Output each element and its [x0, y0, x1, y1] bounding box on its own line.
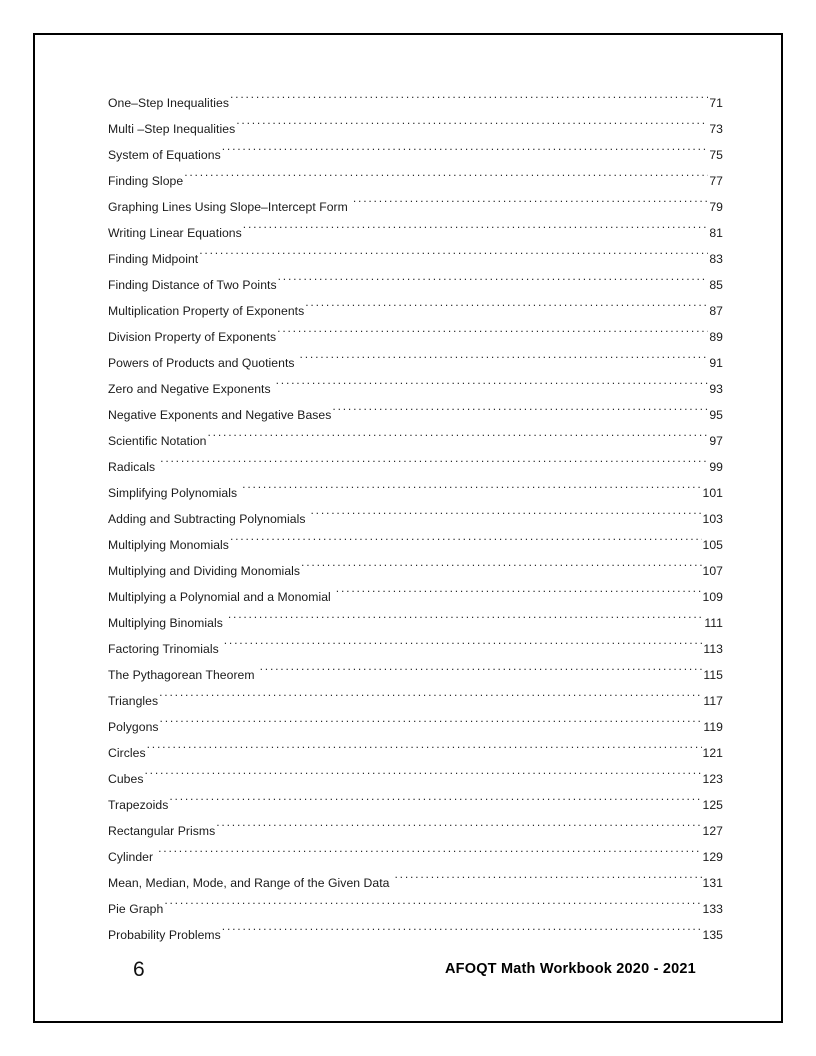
toc-leader-dots	[394, 875, 701, 887]
toc-entry[interactable]	[108, 376, 723, 402]
toc-entry-title: Radicals	[108, 460, 156, 474]
toc-entry[interactable]	[108, 428, 723, 454]
toc-entry-title: Division Property of Exponents	[108, 330, 277, 344]
table-of-contents	[108, 90, 723, 948]
toc-entry-page-number: 73	[709, 122, 723, 136]
toc-entry[interactable]	[108, 740, 723, 766]
toc-leader-dots	[169, 797, 701, 809]
toc-entry-page-number: 119	[703, 720, 723, 734]
toc-entry-page-number: 89	[709, 330, 723, 344]
toc-leader-dots	[243, 225, 709, 237]
toc-leader-dots	[305, 303, 708, 315]
toc-entry[interactable]	[108, 922, 723, 948]
toc-entry[interactable]	[108, 506, 723, 532]
toc-leader-dots	[353, 199, 709, 211]
toc-entry-page-number: 97	[709, 434, 723, 448]
toc-entry-page-number: 115	[703, 668, 723, 682]
toc-leader-dots	[160, 719, 703, 731]
toc-entry-page-number: 127	[702, 824, 723, 838]
toc-leader-dots	[164, 901, 701, 913]
toc-entry-page-number: 103	[702, 512, 723, 526]
toc-entry-page-number: 93	[709, 382, 723, 396]
toc-leader-dots	[301, 563, 701, 575]
toc-entry-page-number: 105	[702, 538, 723, 552]
toc-entry-page-number: 135	[702, 928, 723, 942]
toc-entry-title: Finding Slope	[108, 174, 184, 188]
toc-entry[interactable]	[108, 610, 723, 636]
toc-entry[interactable]	[108, 480, 723, 506]
toc-entry-title: Simplifying Polynomials	[108, 486, 238, 500]
toc-entry-title: Multi –Step Inequalities	[108, 122, 236, 136]
toc-entry[interactable]	[108, 662, 723, 688]
toc-entry-page-number: 75	[709, 148, 723, 162]
toc-entry-title: Graphing Lines Using Slope–Intercept Form	[108, 200, 348, 214]
toc-entry[interactable]	[108, 168, 723, 194]
toc-entry-title: Circles	[108, 746, 146, 760]
toc-leader-dots	[199, 251, 708, 263]
toc-entry-title: Finding Midpoint	[108, 252, 199, 266]
toc-leader-dots	[228, 615, 703, 627]
toc-leader-dots	[159, 693, 702, 705]
toc-entry-page-number: 101	[702, 486, 723, 500]
toc-entry[interactable]	[108, 90, 723, 116]
toc-leader-dots	[276, 381, 709, 393]
toc-entry[interactable]	[108, 246, 723, 272]
toc-entry-title: Multiplying Monomials	[108, 538, 229, 552]
toc-entry-title: Multiplication Property of Exponents	[108, 304, 305, 318]
toc-leader-dots	[242, 485, 701, 497]
toc-entry-title: Zero and Negative Exponents	[108, 382, 271, 396]
toc-entry-page-number: 123	[702, 772, 723, 786]
toc-entry-title: Negative Exponents and Negative Bases	[108, 408, 332, 422]
toc-entry[interactable]	[108, 792, 723, 818]
toc-entry-title: Finding Distance of Two Points	[108, 278, 277, 292]
toc-leader-dots	[236, 121, 708, 133]
toc-entry-title: Writing Linear Equations	[108, 226, 242, 240]
toc-entry-title: Trapezoids	[108, 798, 169, 812]
toc-entry-page-number: 71	[709, 96, 723, 110]
toc-entry-title: Probability Problems	[108, 928, 221, 942]
toc-entry-title: Cubes	[108, 772, 144, 786]
toc-leader-dots	[222, 147, 709, 159]
toc-leader-dots	[158, 849, 701, 861]
toc-entry-page-number: 117	[703, 694, 723, 708]
toc-entry-title: Scientific Notation	[108, 434, 207, 448]
toc-leader-dots	[332, 407, 708, 419]
toc-entry-title: System of Equations	[108, 148, 221, 162]
toc-leader-dots	[184, 173, 708, 185]
toc-entry-title: Powers of Products and Quotients	[108, 356, 295, 370]
page-footer	[35, 955, 781, 985]
toc-leader-dots	[230, 537, 702, 549]
toc-entry[interactable]	[108, 870, 723, 896]
toc-entry-title: Multiplying Binomials	[108, 616, 223, 630]
toc-entry[interactable]	[108, 142, 723, 168]
footer-page-number: 6	[133, 958, 145, 981]
toc-entry-page-number: 109	[702, 590, 723, 604]
toc-entry[interactable]	[108, 220, 723, 246]
toc-entry-page-number: 133	[702, 902, 723, 916]
toc-entry-title: One–Step Inequalities	[108, 96, 229, 110]
toc-entry-title: Mean, Median, Mode, and Range of the Given Data	[108, 876, 390, 890]
toc-leader-dots	[224, 641, 703, 653]
toc-entry-title: Cylinder	[108, 850, 154, 864]
toc-entry[interactable]	[108, 532, 723, 558]
toc-entry-title: Triangles	[108, 694, 159, 708]
toc-entry[interactable]	[108, 818, 723, 844]
toc-entry[interactable]	[108, 350, 723, 376]
toc-entry-page-number: 79	[709, 200, 723, 214]
toc-entry-page-number: 107	[702, 564, 723, 578]
toc-leader-dots	[300, 355, 709, 367]
toc-entry[interactable]	[108, 558, 723, 584]
toc-entry[interactable]	[108, 194, 723, 220]
toc-entry-title: Pie Graph	[108, 902, 164, 916]
toc-entry-page-number: 129	[702, 850, 723, 864]
toc-entry[interactable]	[108, 896, 723, 922]
page-sheet	[33, 33, 783, 1023]
toc-entry[interactable]	[108, 766, 723, 792]
toc-entry-page-number: 87	[709, 304, 723, 318]
toc-entry-title: Factoring Trinomials	[108, 642, 219, 656]
toc-leader-dots	[336, 589, 702, 601]
toc-leader-dots	[260, 667, 703, 679]
toc-entry-page-number: 111	[704, 616, 723, 630]
toc-entry-title: Polygons	[108, 720, 159, 734]
toc-entry[interactable]	[108, 272, 723, 298]
toc-leader-dots	[144, 771, 701, 783]
toc-entry[interactable]	[108, 688, 723, 714]
toc-entry-page-number: 83	[709, 252, 723, 266]
toc-leader-dots	[208, 433, 709, 445]
toc-entry-page-number: 85	[709, 278, 723, 292]
toc-leader-dots	[278, 277, 709, 289]
toc-entry[interactable]	[108, 402, 723, 428]
toc-entry-page-number: 95	[709, 408, 723, 422]
toc-leader-dots	[277, 329, 708, 341]
toc-entry-title: Multiplying and Dividing Monomials	[108, 564, 301, 578]
toc-entry-title: The Pythagorean Theorem	[108, 668, 255, 682]
toc-entry[interactable]	[108, 844, 723, 870]
toc-entry-page-number: 91	[709, 356, 723, 370]
footer-book-title: AFOQT Math Workbook 2020 - 2021	[445, 961, 696, 977]
toc-entry-page-number: 121	[702, 746, 723, 760]
toc-entry-title: Multiplying a Polynomial and a Monomial	[108, 590, 331, 604]
toc-entry-page-number: 131	[702, 876, 723, 890]
toc-entry[interactable]	[108, 324, 723, 350]
toc-entry-page-number: 77	[709, 174, 723, 188]
toc-leader-dots	[222, 927, 702, 939]
toc-leader-dots	[147, 745, 702, 757]
toc-entry[interactable]	[108, 116, 723, 142]
toc-entry[interactable]	[108, 584, 723, 610]
toc-leader-dots	[311, 511, 702, 523]
toc-entry-title: Adding and Subtracting Polynomials	[108, 512, 306, 526]
toc-entry-page-number: 125	[702, 798, 723, 812]
toc-entry-page-number: 99	[709, 460, 723, 474]
toc-leader-dots	[160, 459, 708, 471]
toc-leader-dots	[216, 823, 701, 835]
toc-entry[interactable]	[108, 636, 723, 662]
toc-entry[interactable]	[108, 298, 723, 324]
toc-entry-page-number: 113	[703, 642, 723, 656]
toc-entry-page-number: 81	[709, 226, 723, 240]
toc-entry-title: Rectangular Prisms	[108, 824, 216, 838]
toc-entry[interactable]	[108, 454, 723, 480]
toc-entry[interactable]	[108, 714, 723, 740]
toc-leader-dots	[230, 95, 708, 107]
